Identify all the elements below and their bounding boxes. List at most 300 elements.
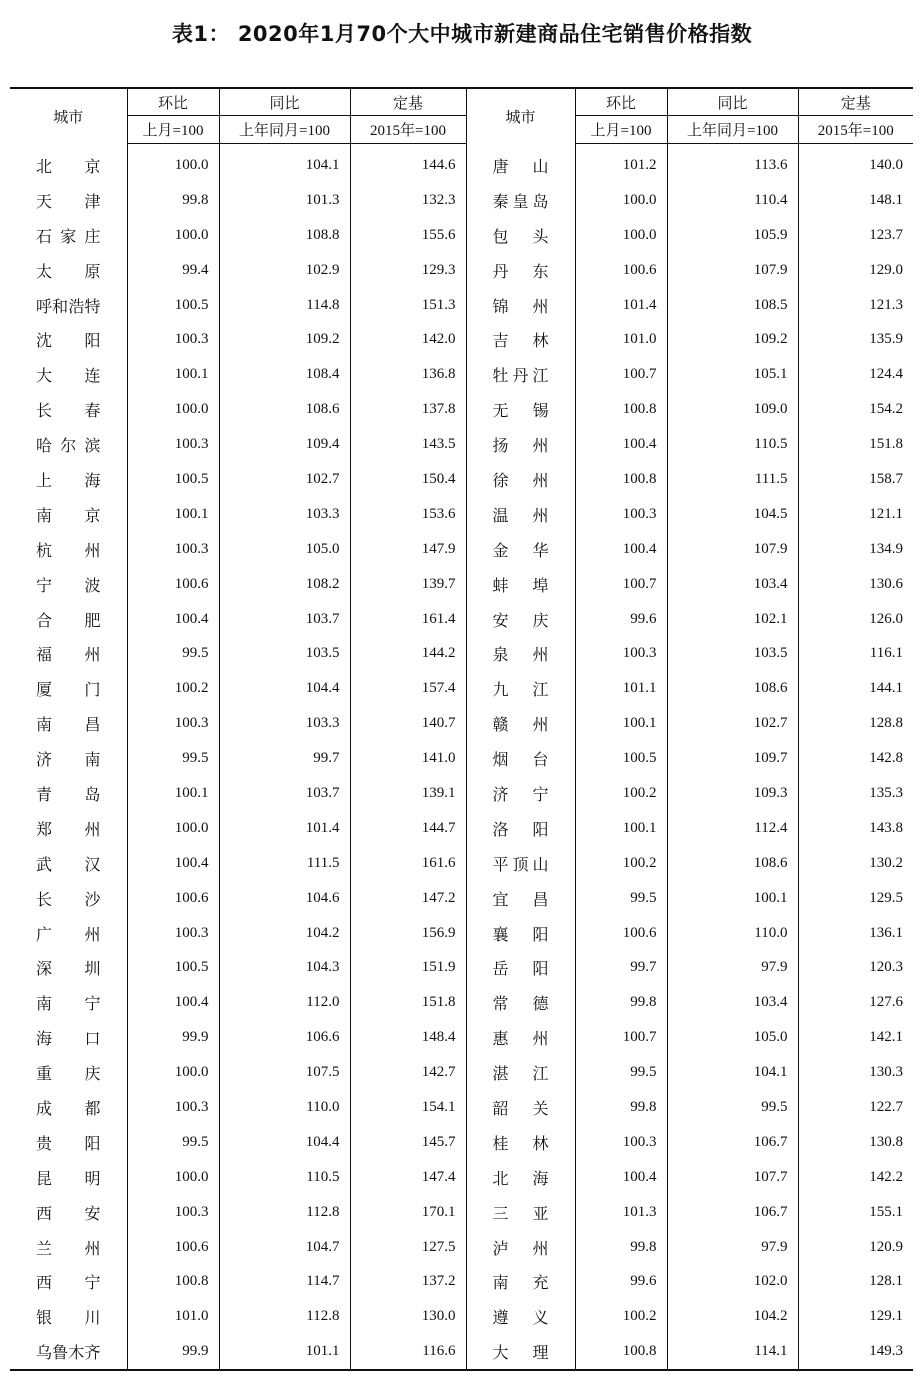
city-name-cell-right: 岳阳 [466,950,575,985]
mom-value-cell-right: 100.3 [575,636,667,671]
mom-value-cell-right: 101.3 [575,1195,667,1230]
base-value-cell-right: 121.1 [798,497,913,532]
header-mom-right: 环比 [575,88,667,116]
base-value-cell-right: 130.3 [798,1055,913,1090]
mom-value-cell-left: 100.1 [127,497,219,532]
yoy-value-cell-left: 104.2 [219,916,350,951]
table-row [10,776,913,811]
city-name-cell-left: 南京 [36,505,101,525]
city-name-cell-right: 丹东 [466,253,575,288]
city-name-cell-right: 襄阳 [466,916,575,951]
base-value-cell-right: 135.9 [798,322,913,357]
city-name-cell-right: 赣州 [466,706,575,741]
table-row [10,1125,913,1160]
base-value-cell-right: 129.0 [798,253,913,288]
mom-value-cell-right: 99.6 [575,602,667,637]
city-name-cell-right: 南充 [466,1265,575,1300]
base-value-cell-right: 120.9 [798,1230,913,1265]
mom-value-cell-right: 100.5 [575,741,667,776]
mom-value-cell-right: 99.7 [575,950,667,985]
mom-value-cell-right: 100.8 [575,462,667,497]
table-row [10,1334,913,1370]
city-name-cell-right: 平顶山 [466,846,575,881]
city-name-cell-left: 石家庄 [36,226,101,246]
mom-value-cell-left: 100.0 [127,218,219,253]
base-value-cell-left: 148.4 [350,1020,466,1055]
table-body [10,144,913,1371]
city-name-cell-right: 扬州 [466,427,575,462]
mom-value-cell-right: 100.0 [575,183,667,218]
base-value-cell-right: 128.8 [798,706,913,741]
yoy-value-cell-right: 100.1 [667,881,798,916]
base-value-cell-right: 142.1 [798,1020,913,1055]
yoy-value-cell-right: 110.4 [667,183,798,218]
mom-value-cell-left: 100.6 [127,1230,219,1265]
table-row [10,1299,913,1334]
mom-value-cell-left: 101.0 [127,1299,219,1334]
yoy-value-cell-left: 101.3 [219,183,350,218]
yoy-value-cell-right: 109.7 [667,741,798,776]
header-city-right: 城市 [466,88,575,144]
city-name-cell-right: 秦皇岛 [466,183,575,218]
yoy-value-cell-right: 113.6 [667,144,798,183]
yoy-value-cell-left: 104.6 [219,881,350,916]
base-value-cell-left: 147.4 [350,1160,466,1195]
mom-value-cell-right: 99.8 [575,985,667,1020]
yoy-value-cell-right: 107.9 [667,253,798,288]
yoy-value-cell-right: 99.5 [667,1090,798,1125]
yoy-value-cell-right: 111.5 [667,462,798,497]
base-value-cell-left: 129.3 [350,253,466,288]
table-row [10,462,913,497]
mom-value-cell-left: 100.3 [127,1090,219,1125]
yoy-value-cell-left: 108.2 [219,567,350,602]
mom-value-cell-left: 99.9 [127,1020,219,1055]
mom-value-cell-left: 100.0 [127,144,219,183]
city-name-cell-left: 哈尔滨 [36,436,101,456]
table-row [10,357,913,392]
yoy-value-cell-left: 104.3 [219,950,350,985]
yoy-value-cell-right: 105.0 [667,1020,798,1055]
yoy-value-cell-right: 109.3 [667,776,798,811]
base-value-cell-right: 130.6 [798,567,913,602]
mom-value-cell-left: 100.1 [127,357,219,392]
base-value-cell-left: 151.3 [350,288,466,323]
yoy-value-cell-left: 114.8 [219,288,350,323]
header-yoy-left: 同比 [219,88,350,116]
yoy-value-cell-left: 106.6 [219,1020,350,1055]
mom-value-cell-right: 100.6 [575,916,667,951]
table-row [10,392,913,427]
table-row [10,602,913,637]
table-row [10,950,913,985]
city-name-cell-left: 天津 [36,191,101,211]
mom-value-cell-right: 100.7 [575,567,667,602]
mom-value-cell-right: 101.4 [575,288,667,323]
yoy-value-cell-left: 102.7 [219,462,350,497]
yoy-value-cell-left: 101.1 [219,1334,350,1370]
mom-value-cell-right: 100.3 [575,497,667,532]
table-row [10,706,913,741]
city-name-cell-left: 福州 [36,645,101,665]
city-name-cell-right: 安庆 [466,602,575,637]
yoy-value-cell-right: 106.7 [667,1125,798,1160]
base-value-cell-right: 129.5 [798,881,913,916]
city-name-cell-left: 合肥 [36,610,101,630]
table-row [10,811,913,846]
mom-value-cell-right: 100.2 [575,776,667,811]
city-name-cell-left: 郑州 [36,819,101,839]
base-value-cell-left: 156.9 [350,916,466,951]
base-value-cell-right: 140.0 [798,144,913,183]
table-row [10,253,913,288]
subheader-mom-left: 上月=100 [127,116,219,144]
yoy-value-cell-left: 103.7 [219,776,350,811]
city-name-cell-left: 太原 [36,261,101,281]
base-value-cell-left: 144.7 [350,811,466,846]
base-value-cell-left: 147.2 [350,881,466,916]
yoy-value-cell-left: 103.3 [219,497,350,532]
mom-value-cell-right: 100.1 [575,706,667,741]
mom-value-cell-left: 100.5 [127,462,219,497]
city-name-cell-left: 银川 [36,1308,101,1328]
mom-value-cell-right: 99.5 [575,881,667,916]
mom-value-cell-left: 100.0 [127,1055,219,1090]
base-value-cell-left: 161.4 [350,602,466,637]
yoy-value-cell-left: 112.0 [219,985,350,1020]
mom-value-cell-left: 100.1 [127,776,219,811]
city-name-cell-left: 重庆 [36,1064,101,1084]
base-value-cell-left: 144.2 [350,636,466,671]
table-row [10,1055,913,1090]
base-value-cell-right: 127.6 [798,985,913,1020]
base-value-cell-right: 142.2 [798,1160,913,1195]
city-name-cell-left: 长春 [36,401,101,421]
base-value-cell-right: 155.1 [798,1195,913,1230]
base-value-cell-right: 151.8 [798,427,913,462]
base-value-cell-right: 154.2 [798,392,913,427]
base-value-cell-left: 139.1 [350,776,466,811]
table-row [10,881,913,916]
mom-value-cell-right: 100.2 [575,846,667,881]
base-value-cell-right: 123.7 [798,218,913,253]
table-row [10,144,913,183]
yoy-value-cell-right: 105.1 [667,357,798,392]
yoy-value-cell-right: 103.4 [667,985,798,1020]
city-name-cell-right: 遵义 [466,1299,575,1334]
mom-value-cell-left: 100.6 [127,881,219,916]
base-value-cell-left: 153.6 [350,497,466,532]
city-name-cell-right: 徐州 [466,462,575,497]
mom-value-cell-right: 101.1 [575,671,667,706]
mom-value-cell-right: 100.4 [575,532,667,567]
mom-value-cell-right: 100.0 [575,218,667,253]
mom-value-cell-right: 100.4 [575,427,667,462]
table-row [10,183,913,218]
mom-value-cell-left: 100.2 [127,671,219,706]
city-name-cell-right: 温州 [466,497,575,532]
yoy-value-cell-left: 103.5 [219,636,350,671]
city-name-cell-left: 海口 [36,1029,101,1049]
mom-value-cell-right: 99.6 [575,1265,667,1300]
table-row [10,532,913,567]
yoy-value-cell-right: 97.9 [667,1230,798,1265]
city-name-cell-right: 常德 [466,985,575,1020]
city-name-cell-left: 西安 [36,1203,101,1223]
city-name-cell-left: 上海 [36,470,101,490]
base-value-cell-right: 129.1 [798,1299,913,1334]
city-name-cell-right: 锦州 [466,288,575,323]
table-row [10,1265,913,1300]
base-value-cell-left: 130.0 [350,1299,466,1334]
header-city-left: 城市 [10,88,127,144]
table-row [10,1020,913,1055]
yoy-value-cell-left: 104.4 [219,671,350,706]
base-value-cell-right: 158.7 [798,462,913,497]
yoy-value-cell-left: 105.0 [219,532,350,567]
city-name-cell-left: 长沙 [36,889,101,909]
city-name-cell-left: 成都 [36,1098,101,1118]
base-value-cell-right: 148.1 [798,183,913,218]
city-name-cell-right: 大理 [466,1334,575,1370]
yoy-value-cell-right: 110.0 [667,916,798,951]
table-row [10,288,913,323]
base-value-cell-right: 134.9 [798,532,913,567]
city-name-cell-left: 大连 [36,366,101,386]
city-name-cell-left: 沈阳 [36,331,101,351]
base-value-cell-right: 116.1 [798,636,913,671]
header-mom-left: 环比 [127,88,219,116]
price-index-table [10,87,913,1371]
mom-value-cell-left: 100.3 [127,706,219,741]
table-row [10,218,913,253]
yoy-value-cell-right: 102.0 [667,1265,798,1300]
city-name-cell-left: 济南 [36,750,101,770]
base-value-cell-left: 151.8 [350,985,466,1020]
mom-value-cell-right: 99.8 [575,1090,667,1125]
base-value-cell-right: 120.3 [798,950,913,985]
mom-value-cell-left: 100.3 [127,1195,219,1230]
yoy-value-cell-right: 107.9 [667,532,798,567]
yoy-value-cell-left: 110.0 [219,1090,350,1125]
city-name-cell-right: 包头 [466,218,575,253]
table-row [10,1090,913,1125]
base-value-cell-left: 154.1 [350,1090,466,1125]
mom-value-cell-left: 100.6 [127,567,219,602]
table-row [10,567,913,602]
city-name-cell-right: 北海 [466,1160,575,1195]
mom-value-cell-left: 99.9 [127,1334,219,1370]
base-value-cell-left: 151.9 [350,950,466,985]
base-value-cell-left: 147.9 [350,532,466,567]
mom-value-cell-left: 99.5 [127,636,219,671]
base-value-cell-right: 143.8 [798,811,913,846]
mom-value-cell-right: 100.2 [575,1299,667,1334]
yoy-value-cell-right: 104.1 [667,1055,798,1090]
base-value-cell-left: 137.2 [350,1265,466,1300]
base-value-cell-right: 121.3 [798,288,913,323]
mom-value-cell-left: 100.5 [127,288,219,323]
base-value-cell-left: 132.3 [350,183,466,218]
city-name-cell-right: 济宁 [466,776,575,811]
yoy-value-cell-right: 108.6 [667,846,798,881]
yoy-value-cell-right: 104.5 [667,497,798,532]
mom-value-cell-right: 100.7 [575,1020,667,1055]
base-value-cell-left: 142.0 [350,322,466,357]
mom-value-cell-left: 99.4 [127,253,219,288]
subheader-yoy-right: 上年同月=100 [667,116,798,144]
mom-value-cell-left: 100.0 [127,811,219,846]
base-value-cell-left: 143.5 [350,427,466,462]
mom-value-cell-right: 99.8 [575,1230,667,1265]
base-value-cell-left: 142.7 [350,1055,466,1090]
base-value-cell-left: 139.7 [350,567,466,602]
header-base-right: 定基 [798,88,913,116]
city-name-cell-left: 南宁 [36,994,101,1014]
city-name-cell-left: 广州 [36,924,101,944]
mom-value-cell-left: 100.4 [127,602,219,637]
yoy-value-cell-left: 99.7 [219,741,350,776]
table-row [10,1195,913,1230]
base-value-cell-right: 124.4 [798,357,913,392]
table-row [10,741,913,776]
city-name-cell-left: 南昌 [36,715,101,735]
table-row [10,497,913,532]
mom-value-cell-left: 100.0 [127,1160,219,1195]
subheader-base-left: 2015年=100 [350,116,466,144]
city-name-cell-left: 宁波 [36,575,101,595]
yoy-value-cell-right: 97.9 [667,950,798,985]
base-value-cell-left: 170.1 [350,1195,466,1230]
mom-value-cell-right: 100.6 [575,253,667,288]
city-name-cell-right: 洛阳 [466,811,575,846]
city-name-cell-right: 蚌埠 [466,567,575,602]
yoy-value-cell-right: 102.1 [667,602,798,637]
city-name-cell-right: 宜昌 [466,881,575,916]
city-name-cell-right: 湛江 [466,1055,575,1090]
yoy-value-cell-left: 108.4 [219,357,350,392]
yoy-value-cell-right: 106.7 [667,1195,798,1230]
yoy-value-cell-right: 108.6 [667,671,798,706]
yoy-value-cell-right: 102.7 [667,706,798,741]
header-yoy-right: 同比 [667,88,798,116]
mom-value-cell-left: 99.5 [127,741,219,776]
yoy-value-cell-right: 112.4 [667,811,798,846]
mom-value-cell-right: 99.5 [575,1055,667,1090]
city-name-cell-right: 泉州 [466,636,575,671]
table-row [10,1230,913,1265]
base-value-cell-left: 157.4 [350,671,466,706]
city-name-cell-right: 无锡 [466,392,575,427]
yoy-value-cell-left: 114.7 [219,1265,350,1300]
yoy-value-cell-left: 112.8 [219,1195,350,1230]
header-base-left: 定基 [350,88,466,116]
base-value-cell-left: 140.7 [350,706,466,741]
city-name-cell-right: 泸州 [466,1230,575,1265]
table-row [10,985,913,1020]
mom-value-cell-left: 100.4 [127,985,219,1020]
subheader-yoy-left: 上年同月=100 [219,116,350,144]
city-name-cell-left: 西宁 [36,1273,101,1293]
city-name-cell-left: 呼和浩特 [36,296,101,316]
yoy-value-cell-left: 103.7 [219,602,350,637]
mom-value-cell-right: 100.1 [575,811,667,846]
yoy-value-cell-left: 110.5 [219,1160,350,1195]
city-name-cell-left: 深圳 [36,959,101,979]
mom-value-cell-left: 100.5 [127,950,219,985]
mom-value-cell-right: 100.3 [575,1125,667,1160]
mom-value-cell-left: 100.8 [127,1265,219,1300]
yoy-value-cell-left: 108.6 [219,392,350,427]
base-value-cell-left: 127.5 [350,1230,466,1265]
yoy-value-cell-left: 109.4 [219,427,350,462]
base-value-cell-right: 135.3 [798,776,913,811]
mom-value-cell-right: 100.4 [575,1160,667,1195]
yoy-value-cell-left: 104.7 [219,1230,350,1265]
yoy-value-cell-left: 104.4 [219,1125,350,1160]
yoy-value-cell-left: 111.5 [219,846,350,881]
city-name-cell-right: 吉林 [466,322,575,357]
yoy-value-cell-right: 103.4 [667,567,798,602]
yoy-value-cell-left: 103.3 [219,706,350,741]
mom-value-cell-left: 100.4 [127,846,219,881]
city-name-cell-right: 韶关 [466,1090,575,1125]
city-name-cell-left: 厦门 [36,680,101,700]
yoy-value-cell-right: 108.5 [667,288,798,323]
mom-value-cell-right: 100.8 [575,392,667,427]
base-value-cell-right: 149.3 [798,1334,913,1370]
base-value-cell-right: 126.0 [798,602,913,637]
yoy-value-cell-left: 109.2 [219,322,350,357]
yoy-value-cell-left: 101.4 [219,811,350,846]
base-value-cell-right: 122.7 [798,1090,913,1125]
table-row [10,322,913,357]
city-name-cell-right: 唐山 [466,144,575,183]
city-name-cell-left: 贵阳 [36,1133,101,1153]
mom-value-cell-right: 100.8 [575,1334,667,1370]
mom-value-cell-left: 100.3 [127,532,219,567]
mom-value-cell-left: 100.0 [127,392,219,427]
mom-value-cell-right: 100.7 [575,357,667,392]
yoy-value-cell-left: 108.8 [219,218,350,253]
yoy-value-cell-left: 104.1 [219,144,350,183]
city-name-cell-left: 昆明 [36,1168,101,1188]
city-name-cell-left: 乌鲁木齐 [36,1343,101,1363]
mom-value-cell-left: 100.3 [127,916,219,951]
city-name-cell-left: 兰州 [36,1238,101,1258]
base-value-cell-right: 130.8 [798,1125,913,1160]
base-value-cell-left: 150.4 [350,462,466,497]
yoy-value-cell-right: 114.1 [667,1334,798,1370]
yoy-value-cell-right: 109.0 [667,392,798,427]
city-name-cell-left: 北京 [36,156,101,176]
yoy-value-cell-right: 110.5 [667,427,798,462]
subheader-mom-right: 上月=100 [575,116,667,144]
city-name-cell-right: 牡丹江 [466,357,575,392]
mom-value-cell-left: 100.3 [127,322,219,357]
city-name-cell-left: 青岛 [36,784,101,804]
mom-value-cell-right: 101.2 [575,144,667,183]
base-value-cell-left: 136.8 [350,357,466,392]
yoy-value-cell-right: 105.9 [667,218,798,253]
city-name-cell-left: 杭州 [36,540,101,560]
mom-value-cell-left: 99.8 [127,183,219,218]
yoy-value-cell-right: 107.7 [667,1160,798,1195]
mom-value-cell-left: 100.3 [127,427,219,462]
city-name-cell-right: 惠州 [466,1020,575,1055]
yoy-value-cell-right: 109.2 [667,322,798,357]
yoy-value-cell-left: 112.8 [219,1299,350,1334]
